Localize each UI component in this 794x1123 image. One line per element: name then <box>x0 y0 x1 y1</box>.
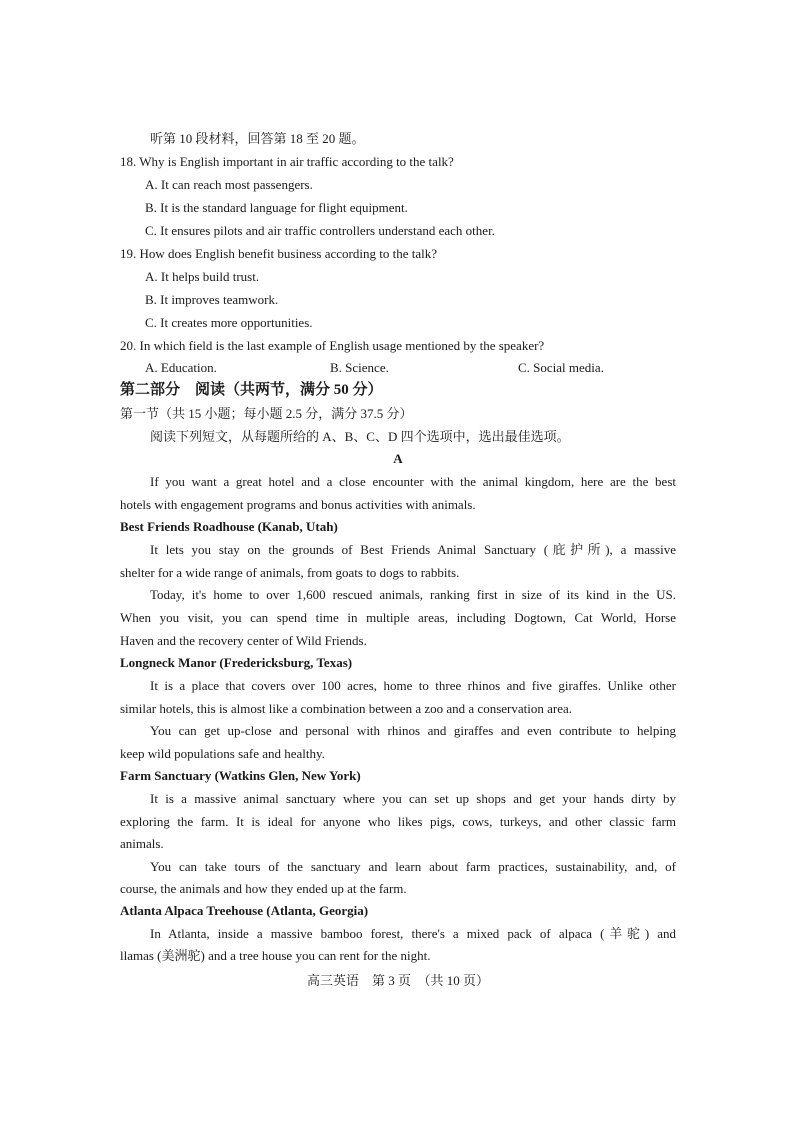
hotel-heading-atlanta-alpaca: Atlanta Alpaca Treehouse (Atlanta, Georgia) <box>120 903 369 918</box>
intro-line-1: If you want a great hotel and a close encounter with the animal kingdom, here are the best <box>150 474 676 489</box>
hotel-2-line-4: keep wild populations safe and healthy. <box>120 746 325 761</box>
hotel-1-line-1: It lets you stay on the grounds of Best Friends Animal Sanctuary (庇护所), a massive <box>150 542 676 557</box>
question-18-option-b: B. It is the standard language for flight equipment. <box>145 200 408 215</box>
question-19-stem: 19. How does English benefit business according to the talk? <box>120 246 437 261</box>
intro-line-2: hotels with engagement programs and bonus activities with animals. <box>120 497 476 512</box>
question-18-option-c: C. It ensures pilots and air traffic controllers understand each other. <box>145 223 495 238</box>
hotel-1-line-2: shelter for a wide range of animals, from goats to dogs to rabbits. <box>120 565 460 580</box>
hotel-4-line-1: In Atlanta, inside a massive bamboo forest, there's a mixed pack of alpaca (羊驼) and <box>150 926 676 941</box>
question-20-stem: 20. In which field is the last example of English usage mentioned by the speaker? <box>120 338 545 353</box>
hotel-3-line-3: animals. <box>120 836 164 851</box>
question-19-option-b: B. It improves teamwork. <box>145 292 279 307</box>
question-19-option-c: C. It creates more opportunities. <box>145 315 313 330</box>
passage-label: A <box>393 451 403 466</box>
hotel-1-line-3: Today, it's home to over 1,600 rescued animals, ranking first in size of its kind in the US. <box>150 587 676 602</box>
question-19-option-a: A. It helps build trust. <box>145 269 260 284</box>
hotel-3-line-5: course, the animals and how they ended up at the farm. <box>120 881 407 896</box>
question-18-option-a: A. It can reach most passengers. <box>145 177 313 192</box>
hotel-1-line-5: Haven and the recovery center of Wild Friends. <box>120 633 367 648</box>
hotel-2-line-3: You can get up-close and personal with rhinos and giraffes and even contribute to helping <box>150 723 676 738</box>
reading-subsection: 第一节（共 15 小题；每小题 2.5 分，满分 37.5 分） <box>120 406 413 421</box>
hotel-3-line-2: exploring the farm. It is ideal for anyone who likes pigs, cows, turkeys, and other classic farm <box>120 814 676 829</box>
hotel-1-line-4: When you visit, you can spend time in multiple areas, including Dogtown, Cat World, Horse <box>120 610 676 625</box>
hotel-2-line-1: It is a place that covers over 100 acres, home to three rhinos and five giraffes. Unlike other <box>150 678 676 693</box>
page-footer: 高三英语 第 3 页 （共 10 页） <box>306 973 489 988</box>
reading-instruction: 阅读下列短文，从每题所给的 A、B、C、D 四个选项中，选出最佳选项。 <box>150 429 570 444</box>
hotel-heading-longneck-manor: Longneck Manor (Fredericksburg, Texas) <box>120 655 353 670</box>
question-20-option-b: B. Science. <box>330 360 389 375</box>
question-20-option-a: A. Education. <box>145 360 217 375</box>
hotel-3-line-1: It is a massive animal sanctuary where you can set up shops and get your hands dirty by <box>150 791 676 806</box>
reading-part-title: 第二部分 阅读（共两节，满分 50 分） <box>120 382 383 398</box>
hotel-heading-best-friends: Best Friends Roadhouse (Kanab, Utah) <box>120 519 338 534</box>
hotel-4-line-2: llamas (美洲驼) and a tree house you can rent for the night. <box>120 948 431 963</box>
hotel-heading-farm-sanctuary: Farm Sanctuary (Watkins Glen, New York) <box>120 768 361 783</box>
hotel-2-line-2: similar hotels, this is almost like a combination between a zoo and a conservation area. <box>120 701 572 716</box>
question-18-stem: 18. Why is English important in air traffic according to the talk? <box>120 154 454 169</box>
hotel-3-line-4: You can take tours of the sanctuary and learn about farm practices, sustainability, and, of <box>150 859 676 874</box>
listening-instruction: 听第 10 段材料，回答第 18 至 20 题。 <box>150 131 365 146</box>
question-20-option-c: C. Social media. <box>518 360 604 375</box>
